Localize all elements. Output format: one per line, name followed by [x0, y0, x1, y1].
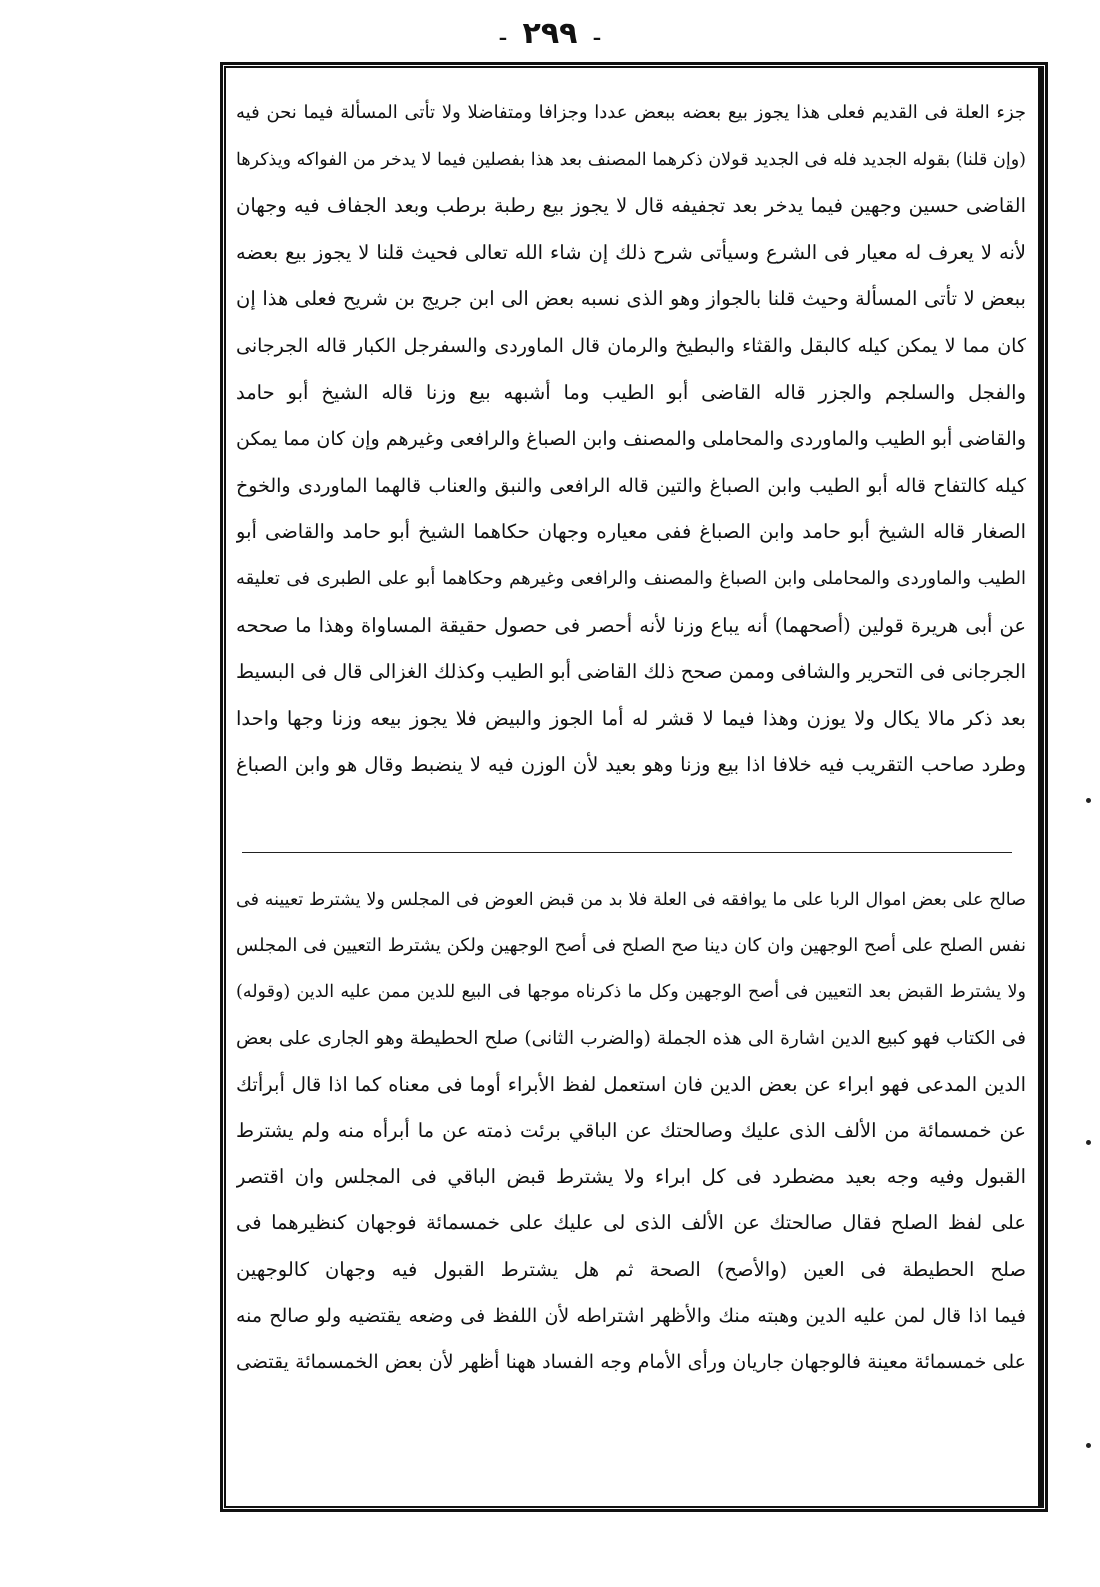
page-number-ornament-right: ـ [593, 24, 601, 45]
page-number-value: ٢٩٩ [522, 16, 578, 51]
main-text-line: والقاضى أبو الطيب والماوردى والمحاملى والمصنف وابن الصباغ والرافعى وغيرهم وإن كان مما يمكن [236, 428, 1026, 451]
commentary-text-line: ولا يشترط القبض بعد التعيين فى أصح الوجهين وكل ما ذكرناه موجها فى البيع للدين ممن عليه الدين (وقوله) [236, 982, 1026, 1003]
main-text-line: عن أبى هريرة قولين (أصحهما) أنه يباع وزنا لأنه أحصر فى حصول حقيقة المساواة وهذا ما صححه [236, 613, 1026, 637]
page-number [0, 16, 1100, 51]
main-text-line: بعد ذكر مالا يكال ولا يوزن وهذا فيما لا قشر له أما الجوز والبيض فلا يجوز بيعه وزنا وجها واحدا [236, 706, 1026, 730]
main-text-line: لأنه لا يعرف له معيار فى الشرع وسيأتى شرح ذلك إن شاء الله تعالى فحيث قلنا لا يجوز بيع بعضه [236, 240, 1026, 264]
page-number-ornament-left: ـ [499, 24, 507, 45]
commentary-text-line: فيما اذا قال لمن عليه الدين وهبته منك والأظهر اشتراطه لأن اللفظ فى وضعه يقتضيه ولو صالح منه [236, 1304, 1026, 1327]
main-text [236, 90, 1026, 789]
frame-right-rule [1038, 66, 1042, 1508]
margin-speck [1086, 798, 1091, 803]
commentary-text-line: القبول وفيه وجه بعيد مضطرد فى كل ابراء ولا يشترط قبض الباقي فى المجلس وان اقتصر [236, 1165, 1026, 1189]
commentary-text-line: نفس الصلح على أصح الوجهين وان كان دينا صح الصلح فى أصح الوجهين ولكن يشترط التعيين فى المجلس [236, 935, 1026, 957]
commentary-text-line: عن خمسمائة من الألف الذى عليك وصالحتك عن الباقي برئت ذمته عن ما أبرأه منه ولم يشترط [236, 1119, 1026, 1143]
commentary-text-line: صالح على بعض اموال الربا على ما يوافقه فى العلة فلا بد من قبض العوض فى المجلس ولا يشترط تعيينه فى [236, 890, 1026, 910]
main-text-line: الجرجانى فى التحرير والشافى وممن صحح ذلك القاضى أبو الطيب وكذلك الغزالى قال فى البسيط [236, 660, 1026, 684]
main-text-line: ببعض لا تأتى المسألة وحيث قلنا بالجواز وهو الذى نسبه بعض الى ابن جريج بن شريح فعلى هذا إن [236, 287, 1026, 311]
main-text-line: والفجل والسلجم والجزر قاله القاضى أبو الطيب وما أشبهه بيع وزنا قاله الشيخ أبو حامد [236, 380, 1026, 404]
main-text-line: كيله كالتفاح قاله أبو الطيب وابن الصباغ والتين قاله الرافعى والنبق والعناب قالهما الماوردى والخوخ [236, 474, 1026, 497]
commentary-text-line: على خمسمائة معينة فالوجهان جاريان ورأى الأمام وجه الفساد ههنا أظهر لأن بعض الخمسمائة يقتضى [236, 1351, 1026, 1374]
margin-speck [1086, 1140, 1091, 1145]
main-text-line: كان مما لا يمكن كيله كالبقل والقثاء والبطيخ والرمان قال الماوردى والسفرجل الكبار قاله الجرجانى [236, 334, 1026, 357]
commentary-text-line: صلح الحطيطة فى العين (والأصح) الصحة ثم هل يشترط القبول فيه وجهان كالوجهين [236, 1257, 1026, 1281]
section-divider [242, 852, 1012, 853]
commentary-text [236, 877, 1026, 1385]
margin-speck [1086, 1443, 1091, 1448]
commentary-text-line: على لفظ الصلح فقال صالحتك عن الألف الذى لى عليك على خمسمائة فوجهان كنظيرهما فى [236, 1211, 1026, 1235]
main-text-line: جزء العلة فى القديم فعلى هذا يجوز بيع بعضه ببعض عددا وجزافا ومتفاضلا ولا تأتى المسألة فيما نحن فيه [236, 102, 1026, 123]
commentary-text-line: الدين المدعى فهو ابراء عن بعض الدين فان استعمل لفظ الأبراء أوما فى معناه كما اذا قال أبرأتك [236, 1072, 1026, 1096]
main-text-line: وطرد صاحب التقريب فيه خلافا اذا بيع وزنا وهو بعيد لأن الوزن فيه لا ينضبط وقال هو وابن الصباغ [236, 753, 1026, 777]
main-text-line: الصغار قاله الشيخ أبو حامد وابن الصباغ ففى معياره وجهان حكاهما الشيخ أبو حامد والقاضى أبو [236, 520, 1026, 544]
main-text-line: (وإن قلنا) بقوله الجديد فله فى الجديد قولان ذكرهما المصنف بعد هذا بفصلين فيما لا يدخر من الفواكه ويذكرها [236, 149, 1026, 170]
main-text-line: الطيب والماوردى والمحاملى وابن الصباغ والمصنف والرافعى وغيرهم وحكاهما أبو على الطبرى فى تعليقه [236, 567, 1026, 589]
commentary-text-line: فى الكتاب فهو كبيع الدين اشارة الى هذه الجملة (والضرب الثانى) صلح الحطيطة وهو الجارى على بعض [236, 1027, 1026, 1049]
main-text-line: القاضى حسين وجهين فيما يدخر بعد تجفيفه قال لا يجوز بيع رطبة برطب وبعد الجفاف فيه وجهان [236, 194, 1026, 218]
